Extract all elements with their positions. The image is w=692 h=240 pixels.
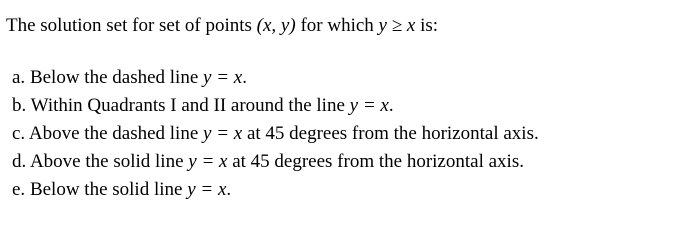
option-text-before: Above the solid line <box>26 151 189 172</box>
question-math-point: (x, y) <box>256 15 296 36</box>
option-d[interactable] <box>12 148 539 176</box>
option-math: y = x <box>187 179 227 200</box>
option-text-before: Below the solid line <box>25 179 188 200</box>
option-text-after: at 45 degrees from the horizontal axis. <box>242 123 539 144</box>
option-a[interactable] <box>12 64 539 92</box>
option-math: y = x <box>203 123 243 144</box>
option-text-after: . <box>226 179 232 200</box>
question-text <box>6 14 438 38</box>
question-middle: for which <box>295 15 379 36</box>
question-suffix: is: <box>415 15 439 36</box>
option-c[interactable] <box>12 120 539 148</box>
option-math: y = x <box>188 151 228 172</box>
option-b[interactable] <box>12 92 539 120</box>
option-text-after: at 45 degrees from the horizontal axis. <box>227 151 524 172</box>
option-math: y = x <box>203 67 243 88</box>
question-math-inequality: y ≥ x <box>378 15 416 36</box>
answer-options <box>12 64 539 204</box>
option-text-before: Above the dashed line <box>25 123 204 144</box>
option-text-after: . <box>242 67 247 88</box>
option-text-before: Within Quadrants I and II around the line <box>26 95 350 116</box>
option-letter: e. <box>12 179 26 200</box>
option-math: y = x <box>349 95 389 116</box>
option-letter: a. <box>12 67 26 88</box>
option-letter: d. <box>12 151 27 172</box>
option-text-after: . <box>388 95 394 116</box>
option-letter: c. <box>12 123 26 144</box>
option-e[interactable] <box>12 176 539 204</box>
option-text-before: Below the dashed line <box>25 67 204 88</box>
question-prefix: The solution set for set of points <box>6 15 257 36</box>
option-letter: b. <box>12 95 27 116</box>
